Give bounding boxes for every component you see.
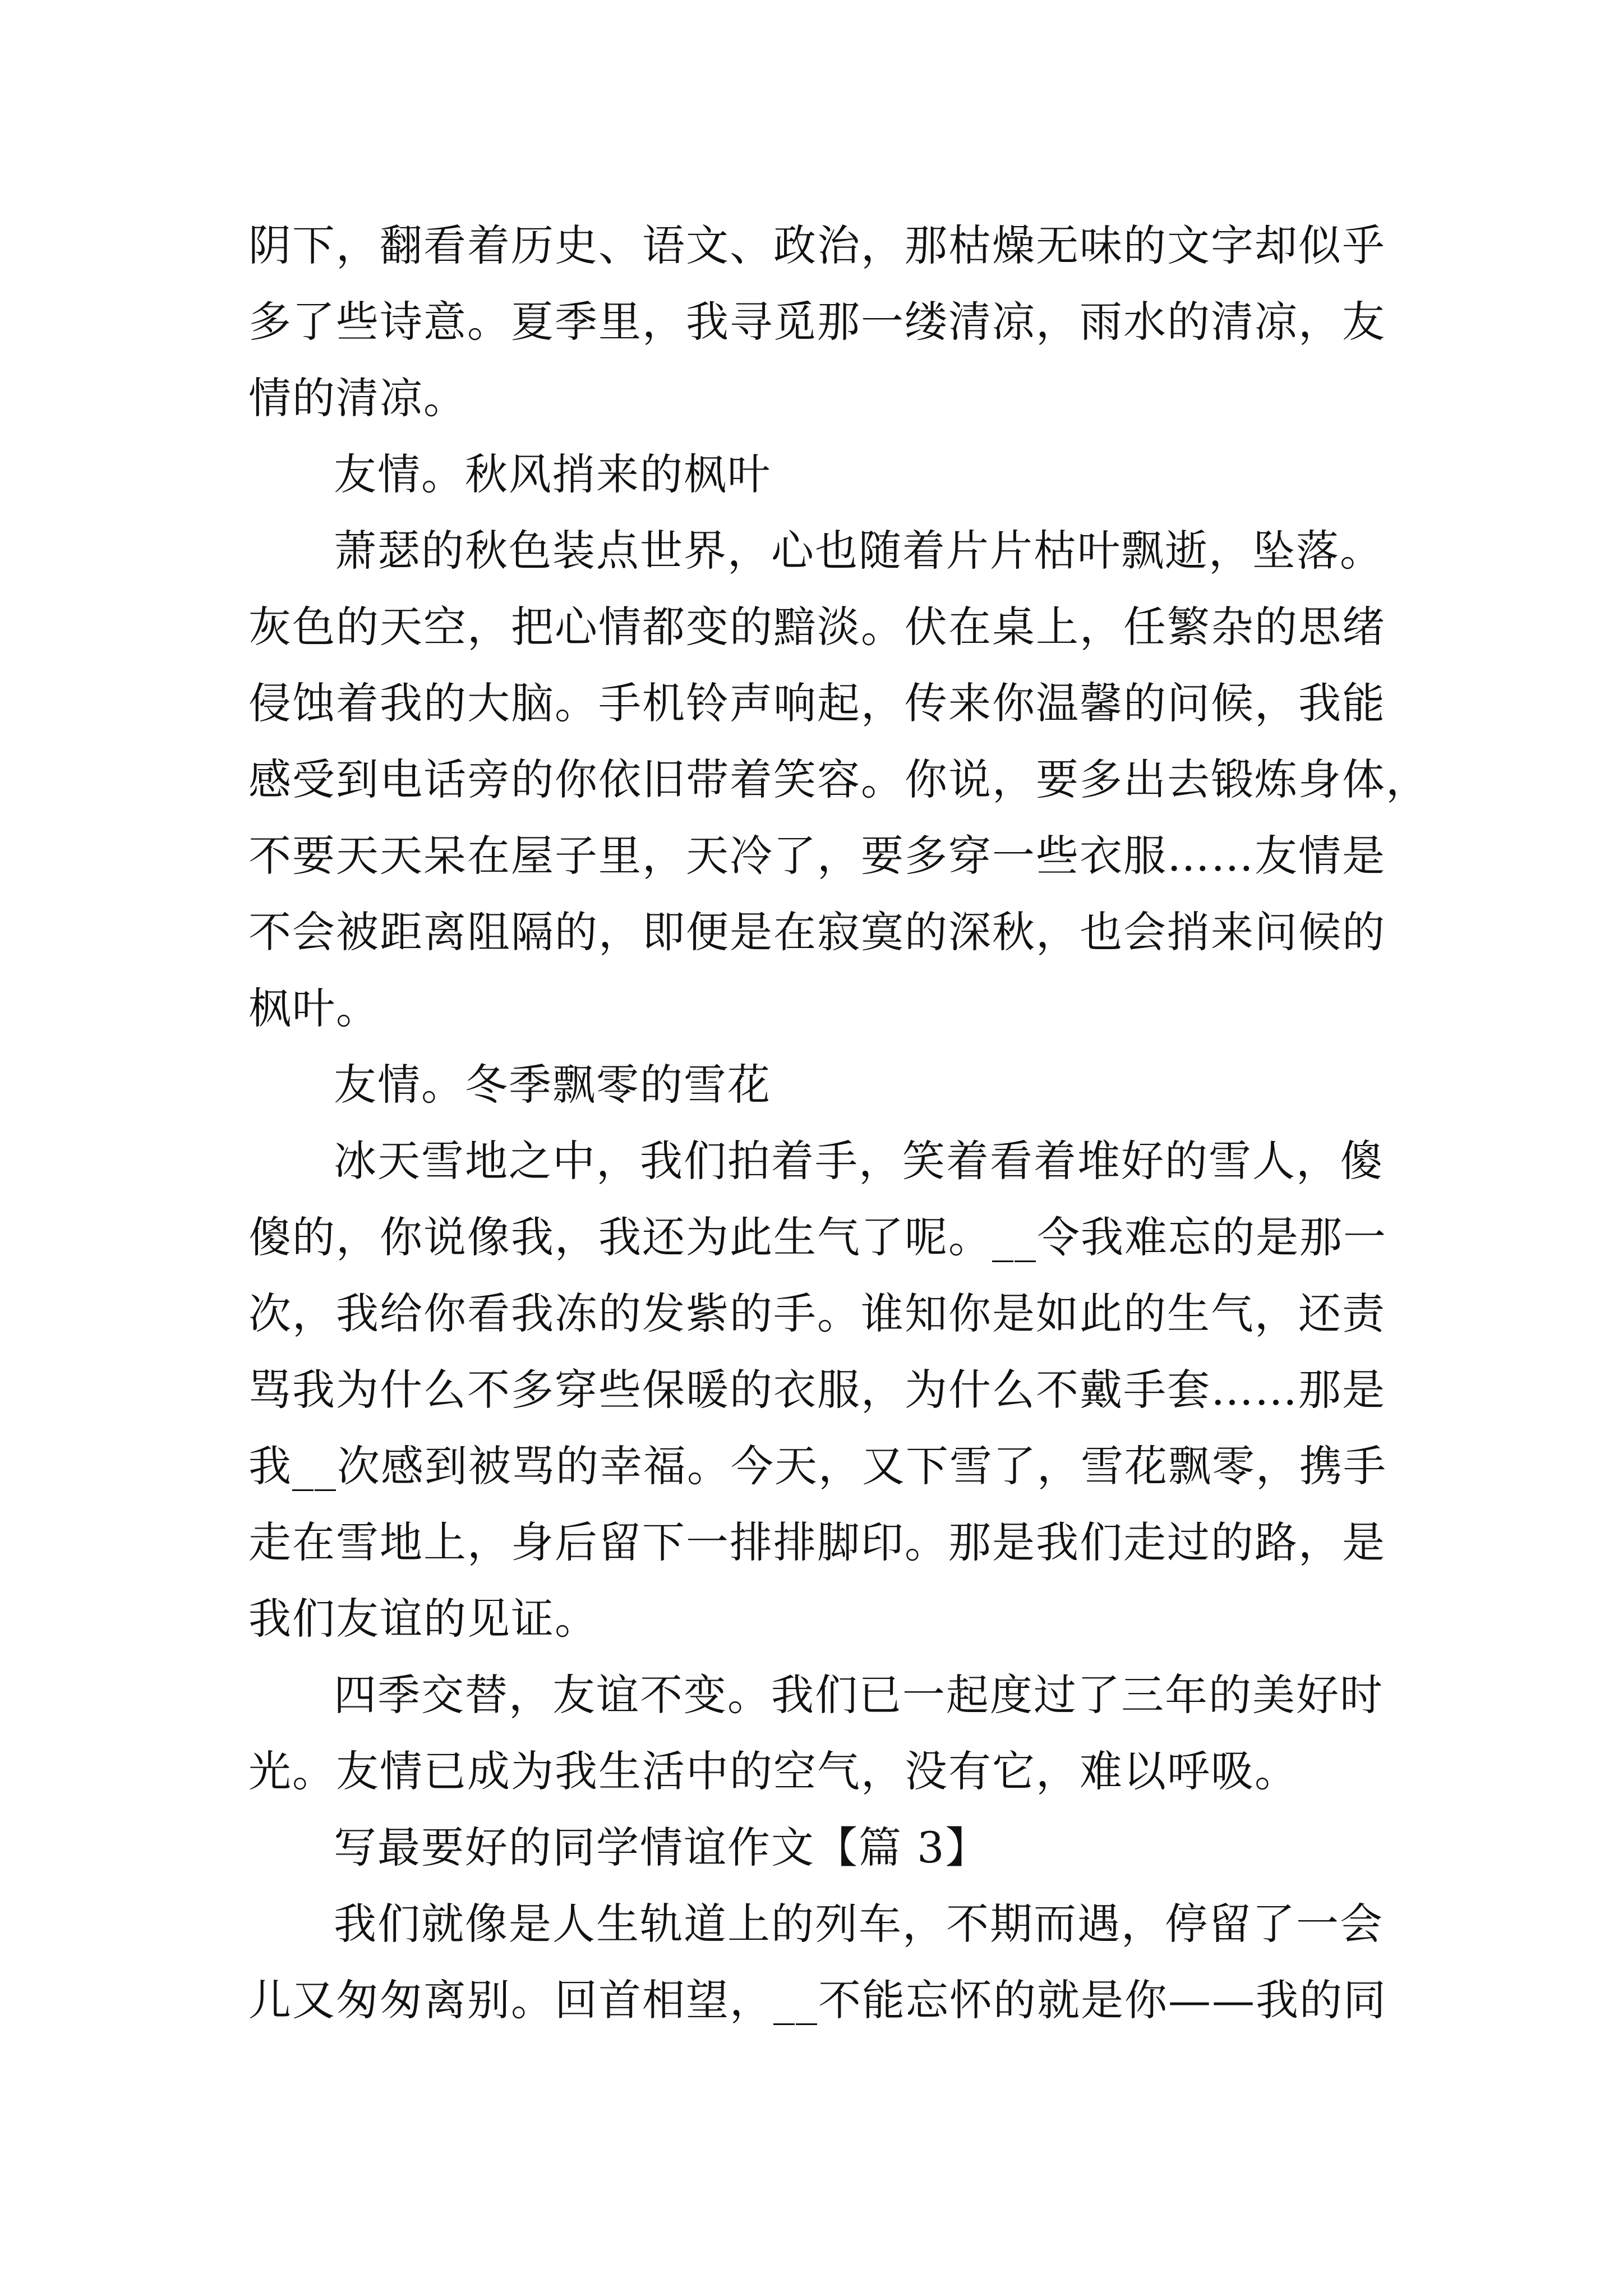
text-line: 次，我给你看我冻的发紫的手。谁知你是如此的生气，还责 <box>248 1289 1386 1338</box>
text-line: 儿又匆匆离别。回首相望，__不能忘怀的就是你——我的同 <box>248 1975 1387 2025</box>
essay-body <box>248 208 1430 2039</box>
section-heading: 友情。冬季飘零的雪花 <box>334 1060 771 1110</box>
text-line: 不要天天呆在屋子里，天冷了，要多穿一些衣服……友情是 <box>248 831 1386 881</box>
text-line: 傻的，你说像我，我还为此生气了呢。__令我难忘的是那一 <box>248 1212 1387 1262</box>
text-line: 侵蚀着我的大脑。手机铃声响起，传来你温馨的问候，我能 <box>248 678 1386 728</box>
text-line: 多了些诗意。夏季里，我寻觅那一缕清凉，雨水的清凉，友 <box>248 297 1386 347</box>
text-line: 情的清凉。 <box>248 373 467 423</box>
text-line: 四季交替，友谊不变。我们已一起度过了三年的美好时 <box>334 1670 1384 1720</box>
text-line: 走在雪地上，身后留下一排排脚印。那是我们走过的路，是 <box>248 1517 1386 1567</box>
text-line: 萧瑟的秋色装点世界，心也随着片片枯叶飘逝，坠落。 <box>334 526 1384 576</box>
text-line: 骂我为什么不多穿些保暖的衣服，为什么不戴手套……那是 <box>248 1365 1386 1415</box>
text-line: 枫叶。 <box>248 983 380 1033</box>
text-line: 不会被距离阻隔的，即便是在寂寞的深秋，也会捎来问候的 <box>248 907 1386 957</box>
text-line: 阴下，翻看着历史、语文、政治，那枯燥无味的文字却似乎 <box>248 220 1386 270</box>
text-line: 灰色的天空，把心情都变的黯淡。伏在桌上，任繁杂的思绪 <box>248 602 1386 652</box>
text-line: 冰天雪地之中，我们拍着手，笑着看着堆好的雪人，傻 <box>334 1136 1384 1186</box>
text-line: 我们就像是人生轨道上的列车，不期而遇，停留了一会 <box>334 1899 1384 1949</box>
text-line: 我们友谊的见证。 <box>248 1594 598 1644</box>
text-line: 光。友情已成为我生活中的空气，没有它，难以呼吸。 <box>248 1746 1298 1796</box>
text-line: 感受到电话旁的你依旧带着笑容。你说，要多出去锻炼身体， <box>248 754 1430 804</box>
article-title: 写最要好的同学情谊作文【篇 3】 <box>334 1823 989 1872</box>
section-heading: 友情。秋风捎来的枫叶 <box>334 449 771 499</box>
text-line: 我__次感到被骂的幸福。今天，又下雪了，雪花飘零，携手 <box>248 1441 1387 1491</box>
